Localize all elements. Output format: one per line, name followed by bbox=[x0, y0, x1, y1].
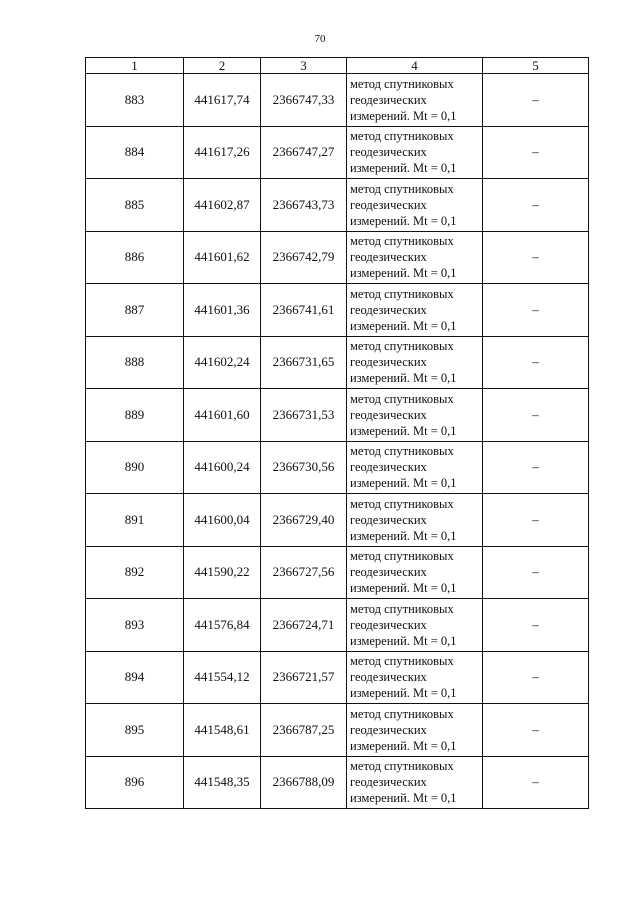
point-number-cell: 891 bbox=[86, 494, 184, 547]
note-cell: – bbox=[483, 546, 589, 599]
x-coordinate-cell: 441548,61 bbox=[184, 704, 261, 757]
method-text-line: геодезических bbox=[350, 565, 427, 580]
method-cell bbox=[347, 599, 483, 652]
method-text-line: метод спутниковых bbox=[350, 286, 454, 301]
table-row bbox=[86, 704, 589, 757]
method-text-line: геодезических bbox=[350, 722, 427, 737]
method-cell bbox=[347, 756, 483, 809]
method-text-line: измерений. Mt = 0,1 bbox=[350, 318, 457, 333]
method-text-line: геодезических bbox=[350, 302, 427, 317]
y-coordinate-cell: 2366721,57 bbox=[261, 651, 347, 704]
table-row bbox=[86, 441, 589, 494]
method-cell bbox=[347, 231, 483, 284]
table-row bbox=[86, 336, 589, 389]
method-text-line: измерений. Mt = 0,1 bbox=[350, 791, 457, 806]
note-cell: – bbox=[483, 284, 589, 337]
method-text-line: геодезических bbox=[350, 775, 427, 790]
method-text-line: геодезических bbox=[350, 670, 427, 685]
method-text-line: метод спутниковых bbox=[350, 601, 454, 616]
method-text-line: метод спутниковых bbox=[350, 181, 454, 196]
table-row bbox=[86, 284, 589, 337]
point-number-cell: 887 bbox=[86, 284, 184, 337]
method-text-line: геодезических bbox=[350, 407, 427, 422]
note-cell: – bbox=[483, 74, 589, 127]
note-cell: – bbox=[483, 441, 589, 494]
method-text-line: метод спутниковых bbox=[350, 391, 454, 406]
note-cell: – bbox=[483, 756, 589, 809]
method-text-line: измерений. Mt = 0,1 bbox=[350, 738, 457, 753]
x-coordinate-cell: 441602,24 bbox=[184, 336, 261, 389]
table-row bbox=[86, 546, 589, 599]
note-cell: – bbox=[483, 179, 589, 232]
method-cell bbox=[347, 546, 483, 599]
method-text-line: метод спутниковых bbox=[350, 496, 454, 511]
method-cell bbox=[347, 336, 483, 389]
method-cell bbox=[347, 704, 483, 757]
method-text-line: измерений. Mt = 0,1 bbox=[350, 528, 457, 543]
method-text-line: метод спутниковых bbox=[350, 549, 454, 564]
method-text-line: геодезических bbox=[350, 145, 427, 160]
note-cell: – bbox=[483, 389, 589, 442]
x-coordinate-cell: 441600,04 bbox=[184, 494, 261, 547]
method-text-line: метод спутниковых bbox=[350, 76, 454, 91]
method-cell bbox=[347, 441, 483, 494]
point-number-cell: 895 bbox=[86, 704, 184, 757]
method-text-line: геодезических bbox=[350, 355, 427, 370]
y-coordinate-cell: 2366743,73 bbox=[261, 179, 347, 232]
method-text-line: геодезических bbox=[350, 197, 427, 212]
point-number-cell: 888 bbox=[86, 336, 184, 389]
x-coordinate-cell: 441602,87 bbox=[184, 179, 261, 232]
y-coordinate-cell: 2366727,56 bbox=[261, 546, 347, 599]
note-cell: – bbox=[483, 651, 589, 704]
y-coordinate-cell: 2366731,53 bbox=[261, 389, 347, 442]
method-text-line: геодезических bbox=[350, 250, 427, 265]
y-coordinate-cell: 2366731,65 bbox=[261, 336, 347, 389]
table-row bbox=[86, 599, 589, 652]
method-text-line: метод спутниковых bbox=[350, 654, 454, 669]
point-number-cell: 884 bbox=[86, 126, 184, 179]
x-coordinate-cell: 441554,12 bbox=[184, 651, 261, 704]
y-coordinate-cell: 2366724,71 bbox=[261, 599, 347, 652]
header-cell-1: 1 bbox=[86, 58, 184, 74]
note-cell: – bbox=[483, 126, 589, 179]
header-row bbox=[86, 58, 589, 74]
coordinates-table bbox=[85, 57, 589, 809]
x-coordinate-cell: 441617,26 bbox=[184, 126, 261, 179]
method-cell bbox=[347, 179, 483, 232]
method-text-line: геодезических bbox=[350, 617, 427, 632]
method-text-line: метод спутниковых bbox=[350, 339, 454, 354]
table-row bbox=[86, 494, 589, 547]
point-number-cell: 886 bbox=[86, 231, 184, 284]
method-cell bbox=[347, 389, 483, 442]
header-cell-2: 2 bbox=[184, 58, 261, 74]
header-cell-3: 3 bbox=[261, 58, 347, 74]
method-text-line: измерений. Mt = 0,1 bbox=[350, 476, 457, 491]
method-text-line: метод спутниковых bbox=[350, 444, 454, 459]
method-cell bbox=[347, 126, 483, 179]
point-number-cell: 883 bbox=[86, 74, 184, 127]
x-coordinate-cell: 441617,74 bbox=[184, 74, 261, 127]
method-text-line: измерений. Mt = 0,1 bbox=[350, 213, 457, 228]
y-coordinate-cell: 2366787,25 bbox=[261, 704, 347, 757]
method-text-line: измерений. Mt = 0,1 bbox=[350, 686, 457, 701]
method-text-line: метод спутниковых bbox=[350, 759, 454, 774]
method-text-line: метод спутниковых bbox=[350, 234, 454, 249]
point-number-cell: 893 bbox=[86, 599, 184, 652]
note-cell: – bbox=[483, 704, 589, 757]
x-coordinate-cell: 441601,62 bbox=[184, 231, 261, 284]
method-text-line: измерений. Mt = 0,1 bbox=[350, 108, 457, 123]
y-coordinate-cell: 2366788,09 bbox=[261, 756, 347, 809]
method-text-line: геодезических bbox=[350, 512, 427, 527]
table-row bbox=[86, 179, 589, 232]
y-coordinate-cell: 2366747,33 bbox=[261, 74, 347, 127]
x-coordinate-cell: 441576,84 bbox=[184, 599, 261, 652]
note-cell: – bbox=[483, 494, 589, 547]
y-coordinate-cell: 2366741,61 bbox=[261, 284, 347, 337]
method-text-line: геодезических bbox=[350, 460, 427, 475]
y-coordinate-cell: 2366742,79 bbox=[261, 231, 347, 284]
note-cell: – bbox=[483, 599, 589, 652]
method-cell bbox=[347, 494, 483, 547]
table-row bbox=[86, 389, 589, 442]
x-coordinate-cell: 441548,35 bbox=[184, 756, 261, 809]
x-coordinate-cell: 441600,24 bbox=[184, 441, 261, 494]
table-row bbox=[86, 231, 589, 284]
table-row bbox=[86, 74, 589, 127]
method-text-line: измерений. Mt = 0,1 bbox=[350, 266, 457, 281]
note-cell: – bbox=[483, 231, 589, 284]
point-number-cell: 896 bbox=[86, 756, 184, 809]
table-row bbox=[86, 126, 589, 179]
x-coordinate-cell: 441601,60 bbox=[184, 389, 261, 442]
method-cell bbox=[347, 284, 483, 337]
method-cell bbox=[347, 74, 483, 127]
x-coordinate-cell: 441590,22 bbox=[184, 546, 261, 599]
table-body bbox=[86, 74, 589, 809]
method-text-line: метод спутниковых bbox=[350, 706, 454, 721]
method-text-line: измерений. Mt = 0,1 bbox=[350, 371, 457, 386]
method-text-line: измерений. Mt = 0,1 bbox=[350, 423, 457, 438]
table-row bbox=[86, 651, 589, 704]
point-number-cell: 892 bbox=[86, 546, 184, 599]
page-number: 70 bbox=[314, 33, 326, 45]
point-number-cell: 890 bbox=[86, 441, 184, 494]
method-text-line: измерений. Mt = 0,1 bbox=[350, 633, 457, 648]
method-text-line: измерений. Mt = 0,1 bbox=[350, 161, 457, 176]
method-text-line: геодезических bbox=[350, 92, 427, 107]
y-coordinate-cell: 2366730,56 bbox=[261, 441, 347, 494]
point-number-cell: 889 bbox=[86, 389, 184, 442]
x-coordinate-cell: 441601,36 bbox=[184, 284, 261, 337]
y-coordinate-cell: 2366747,27 bbox=[261, 126, 347, 179]
note-cell: – bbox=[483, 336, 589, 389]
header-cell-5: 5 bbox=[483, 58, 589, 74]
method-text-line: метод спутниковых bbox=[350, 129, 454, 144]
point-number-cell: 885 bbox=[86, 179, 184, 232]
header-cell-4: 4 bbox=[347, 58, 483, 74]
y-coordinate-cell: 2366729,40 bbox=[261, 494, 347, 547]
method-cell bbox=[347, 651, 483, 704]
point-number-cell: 894 bbox=[86, 651, 184, 704]
table-header bbox=[86, 58, 589, 74]
table-row bbox=[86, 756, 589, 809]
method-text-line: измерений. Mt = 0,1 bbox=[350, 581, 457, 596]
